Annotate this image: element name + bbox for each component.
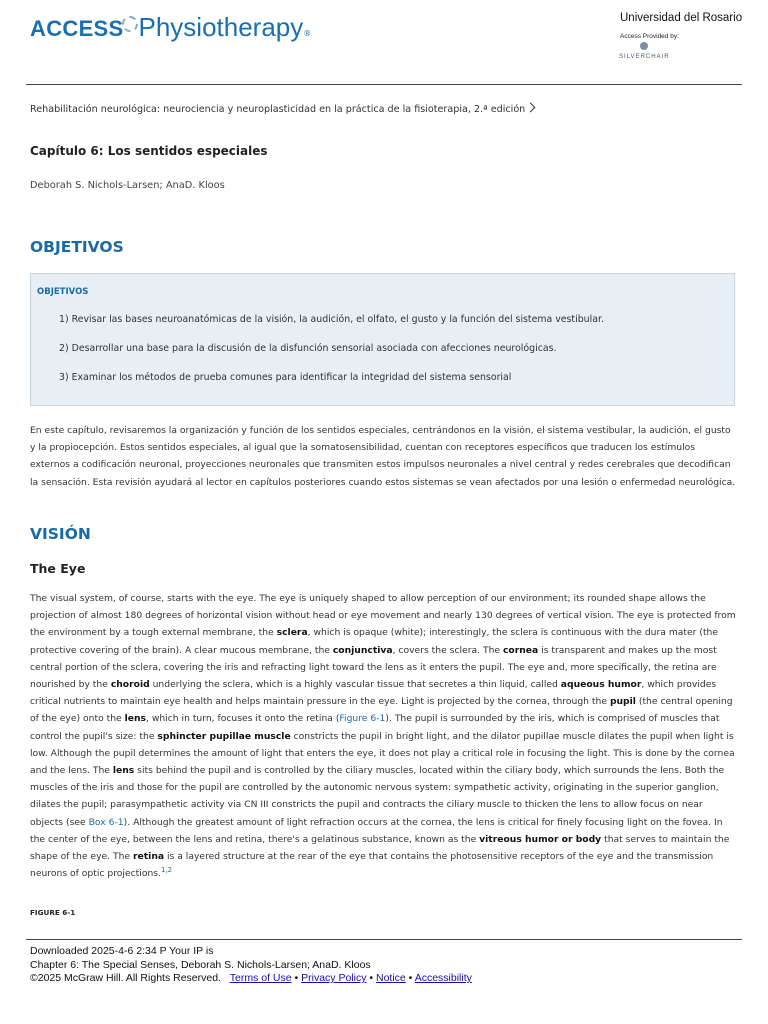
vision-heading: VISIÓN [30, 525, 91, 543]
notice-link[interactable]: Notice [375, 972, 406, 984]
keyword: sphincter pupillae muscle [157, 730, 291, 742]
keyword: sclera [276, 627, 308, 639]
keyword: aqueous humor [560, 679, 642, 691]
eye-subheading: The Eye [30, 561, 86, 576]
objectives-heading: OBJETIVOS [30, 238, 124, 256]
site-header [0, 0, 768, 84]
logo-registered-mark: ® [303, 29, 312, 38]
terms-link[interactable]: Terms of Use [229, 972, 292, 984]
provider-logo-text: SILVERCHAIR [619, 54, 670, 60]
keyword: lens [124, 713, 146, 725]
chapter-authors: Deborah S. Nichols-Larsen; AnaD. Kloos [30, 180, 225, 191]
header-divider [26, 84, 742, 85]
figure-6-1-link[interactable]: Figure 6-1 [339, 713, 386, 725]
figure-label: FIGURE 6-1 [30, 908, 76, 917]
intro-paragraph: En este capítulo, revisaremos la organización y función de los sentidos especiales, centrándonos en la visión, el sistema vestibular, la audición, el gusto y la propiocepción. Estos sentidos especiales, al igual que la somatosensibilidad, cuentan con receptores específicos que traducen los estímulos externos a codificación neuronal, proyecciones neuronales que transmiten estos impulsos neuronales a nivel central y redes cerebrales que decodifican la sensación. Esta revisión ayudará al lector en capítulos posteriores cuando estos sistemas se vean afectados por una lesión o enfermedad neurológica. [30, 425, 736, 488]
silverchair-icon [640, 42, 648, 50]
keyword: cornea [502, 644, 539, 656]
logo-product-text: Physiotherapy [138, 12, 304, 42]
reference-link[interactable]: 1,2 [160, 866, 173, 875]
breadcrumb[interactable] [30, 104, 534, 115]
keyword: choroid [110, 679, 150, 691]
objective-item: 1) Revisar las bases neuroanatómicas de la visión, la audición, el olfato, el gusto y la función del sistema vestibular. [59, 314, 604, 325]
accessibility-link[interactable]: Accessibility [414, 972, 472, 984]
objective-item: 2) Desarrollar una base para la discusión de la disfunción sensorial asociada con afecciones neurológicas. [59, 343, 557, 354]
chevron-right-icon [526, 103, 536, 113]
download-info: Downloaded 2025-4-6 2:34 P Your IP is [30, 945, 214, 957]
keyword: retina [133, 851, 165, 863]
keyword: lens [112, 765, 135, 777]
box-6-1-link[interactable]: Box 6-1 [88, 816, 124, 828]
footer-divider [26, 939, 742, 940]
objective-item: 3) Examinar los métodos de prueba comunes para identificar la integridad del sistema sensorial [59, 372, 512, 383]
citation-line: Chapter 6: The Special Senses, Deborah S. Nichols-Larsen; AnaD. Kloos [30, 958, 371, 971]
access-physiotherapy-logo[interactable] [30, 12, 311, 43]
keyword: conjunctiva [332, 644, 393, 656]
institution-name: Universidad del Rosario [620, 12, 743, 24]
eye-paragraph: The visual system, of course, starts with the eye. The eye is uniquely shaped to allow perception of our environment; its rounded shape allows the projection of almost 180 degrees of horizontal vision without head or eye movement and nearly 130 degrees of vertical vision. The eye is protected from the environment by a tough external membrane, the sclera, which is opaque (white); interestingly, the sclera is continuous with the dura mater (the protective covering of the brain). A clear mucous membrane, the conjunctiva, covers the sclera. The cornea is transparent and makes up the most central portion of the sclera, covering the iris and refracting light toward the lens as it enters the pupil. The eye and, more specifically, the retina are nourished by the choroid underlying the sclera, which is a highly vascular tissue that secretes a thin liquid, called aqueous humor, which provides critical nutrients to maintain eye health and helps maintain pressure in the eye. Light is projected by the cornea, through the pupil (the central opening of the eye) onto the lens, which in turn, focuses it onto the retina (Figure 6-1). The pupil is surrounded by the iris, which is comprised of muscles that control the pupil's size: the sphincter pupillae muscle constricts the pupil in bright light, and the dilator pupillae muscle dilates the pupil when light is low. Although the pupil determines the amount of light that enters the eye, it does not play a critical role in focusing the light. This is done by the cornea and the lens. The lens sits behind the pupil and is controlled by the ciliary muscles, located within the ciliary body, which surrounds the lens. Both the muscles of the iris and those for the pupil are controlled by the autonomic nervous system: sympathetic activity, originating in the superior ganglion, dilates the pupil; parasympathetic activity via CN III constricts the pupil and contracts the ciliary muscle to thicken the lens to allow focus on near objects (see Box 6-1). Although the greatest amount of light refraction occurs at the cornea, the lens is critical for finely focusing light on the fovea. In the center of the eye, between the lens and retina, there's a gelatinous substance, known as the vitreous humor or body that serves to maintain the shape of the eye. The retina is a layered structure at the rear of the eye that contains the photosensitive receptors of the eye and the transmission neurons of optic projections.$^{1,2}$ [30, 593, 736, 880]
breadcrumb-book-link[interactable]: Rehabilitación neurológica: neurociencia y neuroplasticidad en la práctica de la fisioterapia, 2.ª edición [30, 104, 526, 115]
chapter-title: Capítulo 6: Los sentidos especiales [30, 144, 268, 158]
gear-icon [122, 16, 138, 32]
page-footer [30, 945, 472, 986]
copyright-line: ©2025 McGraw Hill. All Rights Reserved. Terms of Use • Privacy Policy • Notice • Accessibility [30, 972, 472, 984]
objectives-box [30, 273, 735, 406]
logo-access-text: ACCESS [30, 16, 124, 41]
keyword: pupil [609, 696, 636, 708]
access-provided-label: Access Provided by: [620, 33, 679, 40]
privacy-link[interactable]: Privacy Policy [301, 972, 367, 984]
objectives-box-title: OBJETIVOS [37, 287, 89, 297]
keyword: vitreous humor or body [479, 833, 602, 845]
